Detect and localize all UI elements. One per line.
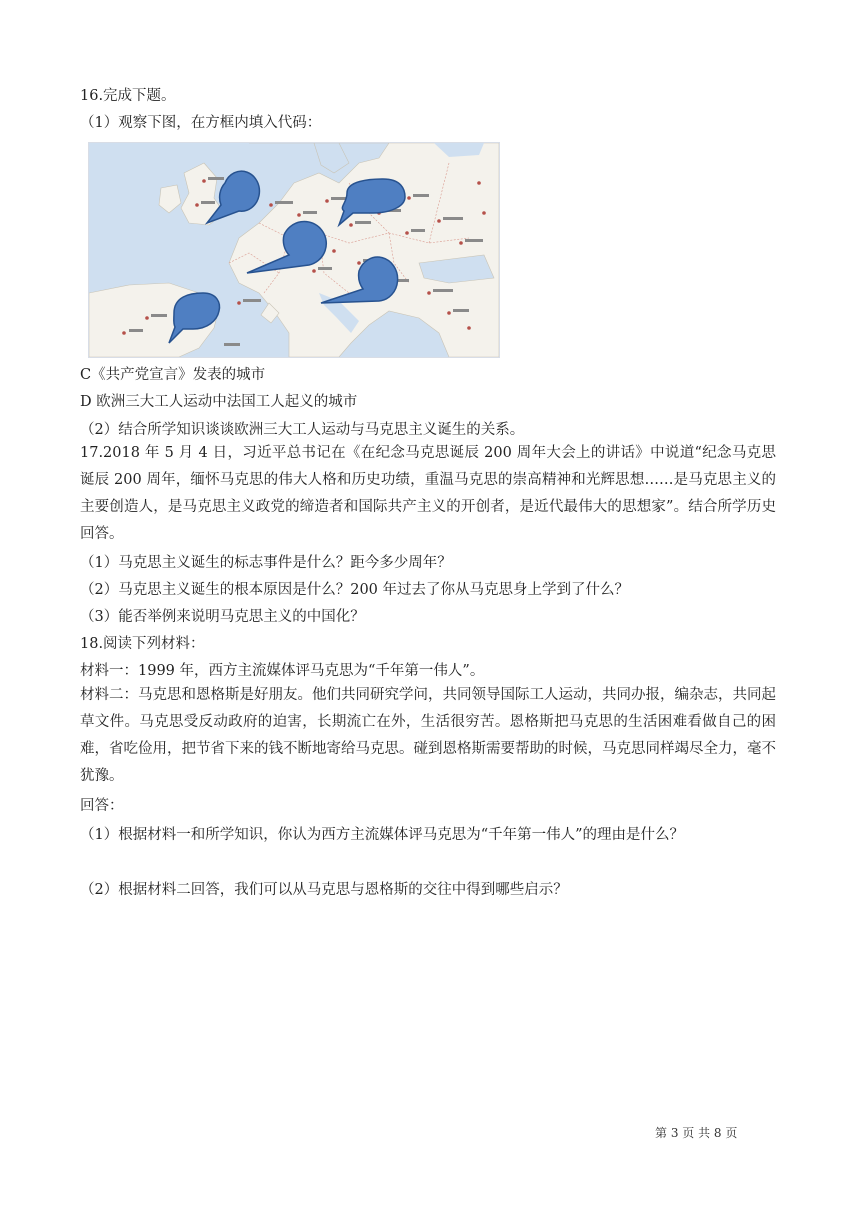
q18-material-2: 材料二：马克思和恩格斯是好朋友。他们共同研究学问，共同领导国际工人运动，共同办报，编杂志，共同起草文件。马克思受反动政府的迫害，长期流亡在外，生活很穷苦。恩格斯把马克思的生活困难看做自己的困难，省吃俭用，把节省下来的钱不断地寄给马克思。碰到恩格斯需要帮助的时候，马克思同样竭尽全力，毫不犹豫。 — [80, 687, 776, 784]
q16-title: 16.完成下题。 — [80, 88, 176, 104]
q18-title: 18.阅读下列材料： — [80, 636, 205, 652]
q16-part1: （1）观察下图，在方框内填入代码： — [80, 115, 322, 131]
q16-item-d: D 欧洲三大工人运动中法国工人起义的城市 — [80, 394, 358, 410]
q18-question-1: （1）根据材料一和所学知识，你认为西方主流媒体评马克思为“千年第一伟人”的理由是什么？ — [80, 827, 685, 843]
q16-part2: （2）结合所学知识谈谈欧洲三大工人运动与马克思主义诞生的关系。 — [80, 422, 525, 438]
q18-question-2: （2）根据材料二回答，我们可以从马克思与恩格斯的交往中得到哪些启示？ — [80, 882, 568, 898]
q18-material-1: 材料一：1999 年，西方主流媒体评马克思为“千年第一伟人”。 — [80, 663, 485, 679]
q18-answer-label: 回答： — [80, 798, 124, 814]
q16-item-c: C《共产党宣言》发表的城市 — [80, 367, 266, 383]
q17-question-2: （2）马克思主义诞生的根本原因是什么？200 年过去了你从马克思身上学到了什么？ — [80, 582, 630, 598]
europe-map — [88, 142, 500, 358]
q17-stem: 17.2018 年 5 月 4 日，习近平总书记在《在纪念马克思诞辰 200 周年大会上的讲话》中说道“纪念马克思诞辰 200 周年，缅怀马克思的伟大人格和历史功绩，重温马克思的崇高精神和光辉思想……是马克思主义的主要创造人，是马克思主义政党的缔造者和国际共产主义的开创者，是近代最伟大的思想家”。结合所学历史回答。 — [80, 445, 776, 542]
europe-map-graphic — [89, 143, 499, 357]
page-footer: 第 3 页 共 8 页 — [655, 1126, 738, 1140]
q17-question-1: （1）马克思主义诞生的标志事件是什么？距今多少周年？ — [80, 555, 452, 571]
q17-question-3: （3）能否举例来说明马克思主义的中国化？ — [80, 609, 365, 625]
